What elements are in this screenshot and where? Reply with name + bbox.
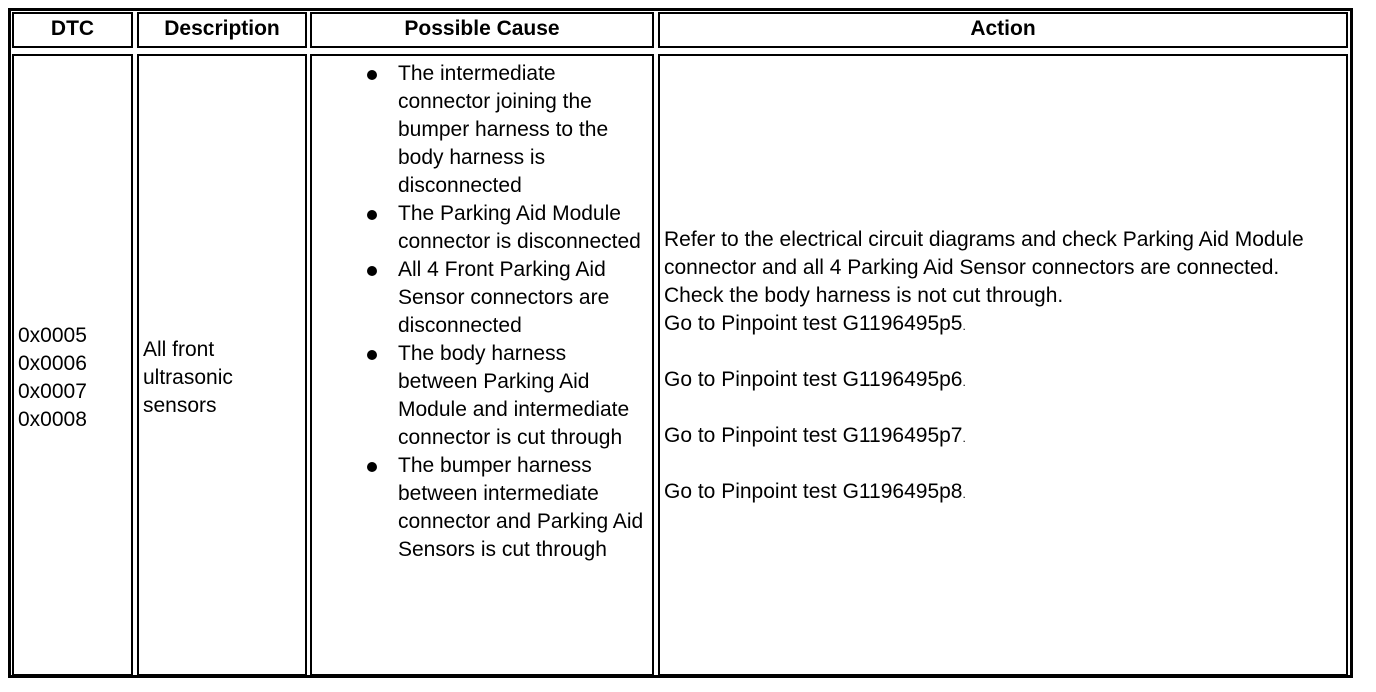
step-mark: . <box>962 375 966 389</box>
step-mark: . <box>962 431 966 445</box>
possible-cause-text: The bumper harness between intermediate connector and Parking Aid Sensors is cut through <box>398 454 644 561</box>
pinpoint-test-label[interactable]: Go to Pinpoint test G1196495p8 <box>664 480 963 503</box>
spacer <box>664 450 1340 478</box>
cell-description <box>137 54 307 676</box>
header-description <box>137 12 307 48</box>
header-dtc <box>12 12 133 48</box>
possible-cause-text: All 4 Front Parking Aid Sensor connectors are disconnected <box>398 258 610 337</box>
possible-cause-item <box>312 60 650 200</box>
pinpoint-test-label[interactable]: Go to Pinpoint test G1196495p5 <box>664 312 963 335</box>
bullet-icon <box>367 210 377 220</box>
pinpoint-test-link[interactable] <box>664 366 1340 394</box>
possible-cause-text: The Parking Aid Module connector is disconnected <box>398 202 641 253</box>
possible-cause-item <box>312 200 650 256</box>
possible-cause-item <box>312 340 650 452</box>
bullet-icon <box>367 266 377 276</box>
bullet-icon <box>367 350 377 360</box>
dtc-code: 0x0006 <box>18 352 87 375</box>
dtc-table <box>8 8 1353 678</box>
possible-cause-item <box>312 452 650 564</box>
pinpoint-test-link[interactable] <box>664 422 1340 450</box>
step-mark: . <box>962 319 966 333</box>
cell-possible-cause <box>310 54 654 676</box>
header-possible-cause <box>310 12 654 48</box>
header-action-label: Action <box>970 17 1036 40</box>
action-intro-text: Refer to the electrical circuit diagrams and check Parking Aid Module connector and all 4 Parking Aid Sensor connectors are connected. Check the body harness is not cut through. <box>664 228 1304 307</box>
possible-cause-text: The body harness between Parking Aid Module and intermediate connector is cut through <box>398 342 630 449</box>
cell-action <box>658 54 1348 676</box>
pinpoint-test-label[interactable]: Go to Pinpoint test G1196495p6 <box>664 368 963 391</box>
spacer <box>664 338 1340 366</box>
dtc-code: 0x0008 <box>18 408 87 431</box>
header-action <box>658 12 1348 48</box>
action-content <box>664 226 1340 506</box>
pinpoint-test-link[interactable] <box>664 478 1340 506</box>
spacer <box>664 394 1340 422</box>
dtc-code: 0x0007 <box>18 380 87 403</box>
possible-cause-text: The intermediate connector joining the bumper harness to the body harness is disconnected <box>398 62 609 197</box>
cell-dtc <box>12 54 133 676</box>
pinpoint-test-label[interactable]: Go to Pinpoint test G1196495p7 <box>664 424 963 447</box>
header-possible-cause-label: Possible Cause <box>404 17 560 40</box>
bullet-icon <box>367 70 377 80</box>
pinpoint-test-link[interactable] <box>664 310 1340 338</box>
possible-cause-item <box>312 256 650 340</box>
description-text: All front ultrasonic sensors <box>143 338 233 417</box>
header-dtc-label: DTC <box>50 17 95 40</box>
dtc-code-list <box>18 322 129 434</box>
step-mark: . <box>962 487 966 501</box>
possible-cause-list <box>312 60 650 564</box>
dtc-code: 0x0005 <box>18 324 87 347</box>
bullet-icon <box>367 462 377 472</box>
header-description-label: Description <box>164 17 280 40</box>
